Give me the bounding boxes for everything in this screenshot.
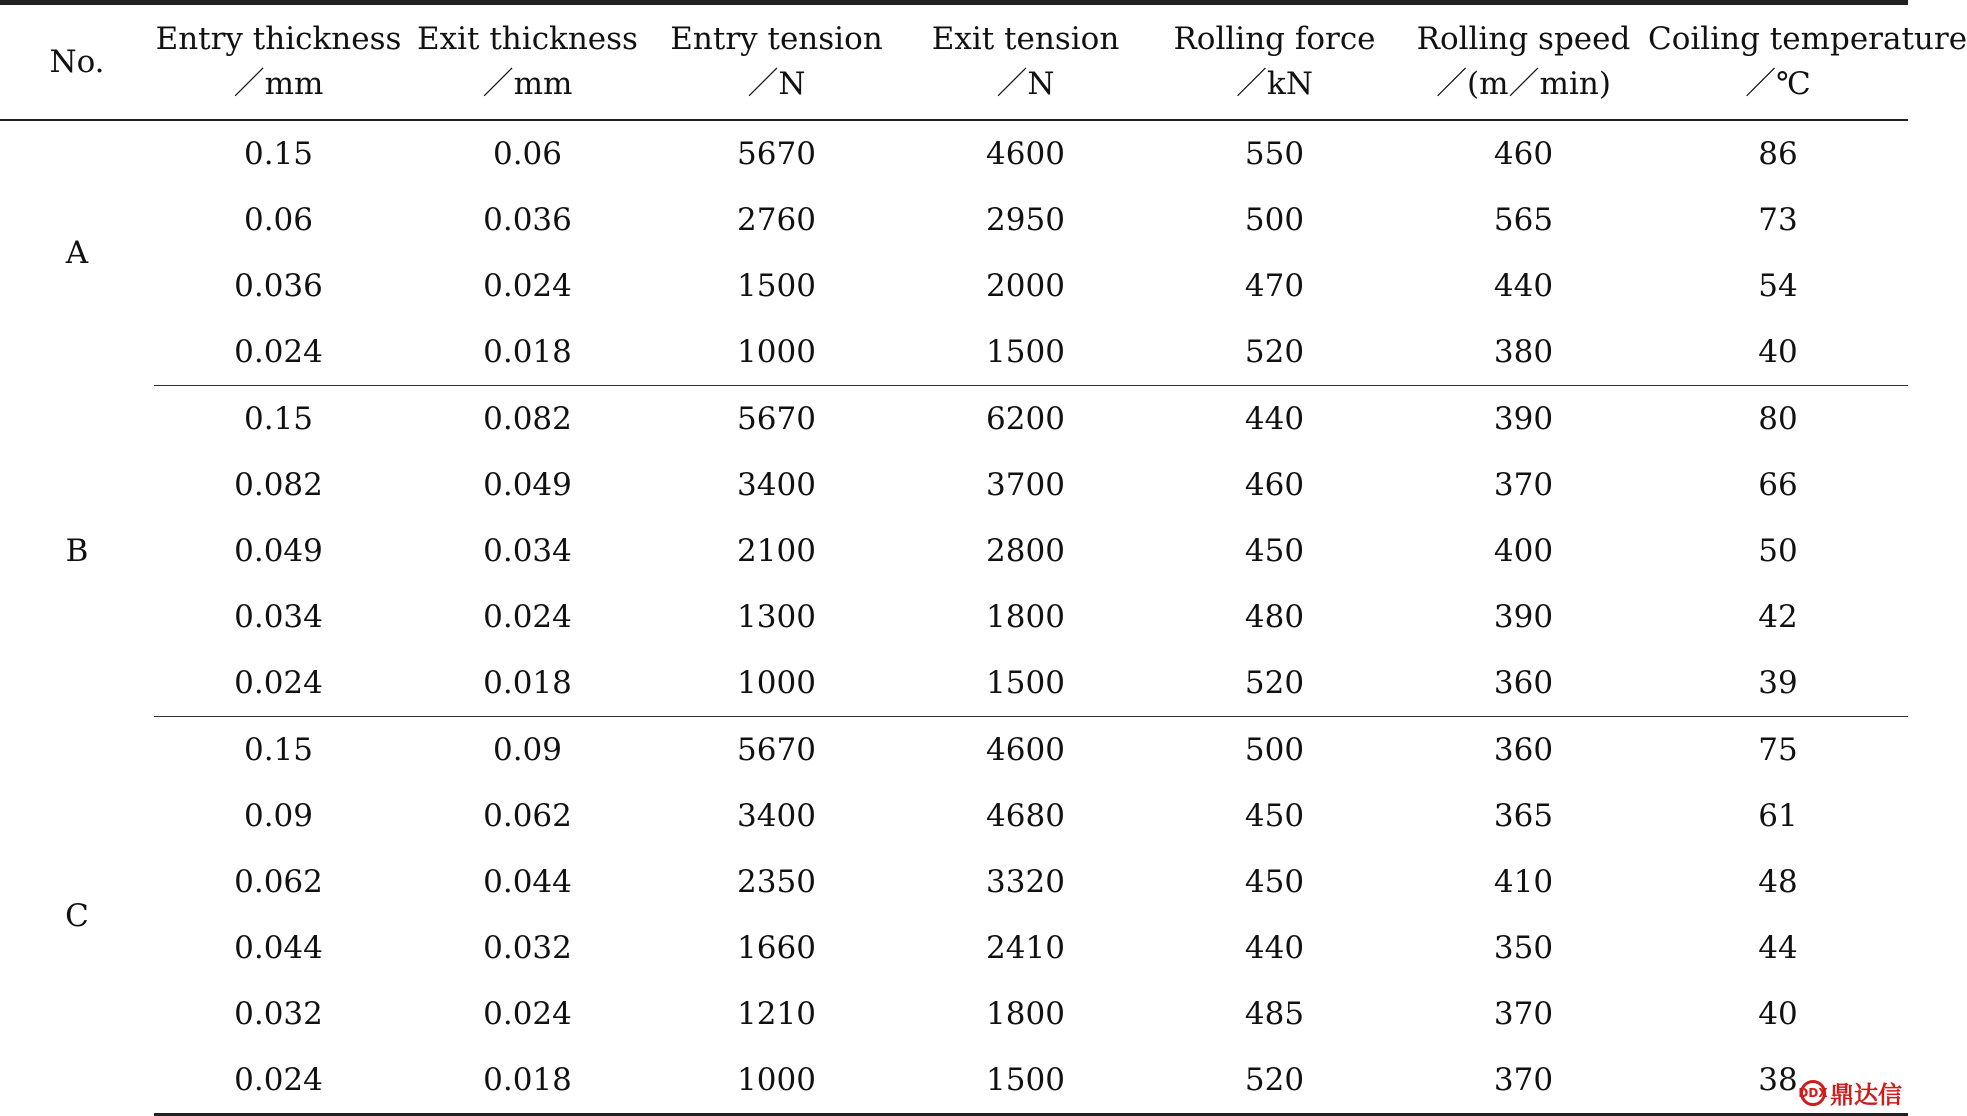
cell-exit-tension: 1800 bbox=[986, 599, 1065, 635]
table-header bbox=[0, 2, 1967, 121]
header-coiling-temperature: Coiling temperature ／℃ bbox=[1648, 4, 1908, 120]
cell-entry-tension: 1000 bbox=[652, 650, 901, 717]
cell-rolling-force: 440 bbox=[1244, 930, 1305, 966]
cell-coiling-temperature: 44 bbox=[1758, 930, 1798, 966]
cell-rolling-speed: 360 bbox=[1399, 650, 1648, 717]
cell-exit-thickness: 0.024 bbox=[483, 996, 572, 1032]
table-row bbox=[0, 783, 1908, 849]
header-entry-tension: Entry tension ／N bbox=[652, 4, 901, 120]
table-row bbox=[0, 849, 1908, 915]
cell-entry-tension: 3400 bbox=[737, 798, 816, 834]
table-row bbox=[0, 1047, 1908, 1115]
cell-entry-tension: 1500 bbox=[737, 268, 816, 304]
cell-rolling-force: 440 bbox=[1244, 401, 1305, 437]
table-row bbox=[0, 518, 1908, 584]
cell-entry-thickness: 0.034 bbox=[234, 599, 323, 635]
cell-exit-tension: 2410 bbox=[986, 930, 1065, 966]
cell-exit-tension: 3700 bbox=[986, 467, 1065, 503]
cell-exit-tension: 2800 bbox=[986, 533, 1065, 569]
cell-entry-thickness: 0.062 bbox=[234, 864, 323, 900]
cell-entry-tension: 1000 bbox=[652, 1047, 901, 1115]
cell-coiling-temperature: 80 bbox=[1758, 401, 1798, 437]
cell-rolling-speed: 370 bbox=[1493, 467, 1554, 503]
cell-entry-thickness: 0.024 bbox=[154, 1047, 403, 1115]
table-row bbox=[0, 319, 1908, 386]
cell-exit-thickness: 0.049 bbox=[483, 467, 572, 503]
cell-coiling-temperature: 38 bbox=[1648, 1047, 1908, 1115]
cell-coiling-temperature: 73 bbox=[1758, 202, 1798, 238]
cell-entry-tension: 2760 bbox=[737, 202, 816, 238]
watermark-logo-icon: DDX bbox=[1800, 1080, 1826, 1106]
cell-rolling-speed: 565 bbox=[1493, 202, 1554, 238]
cell-entry-tension: 1210 bbox=[737, 996, 816, 1032]
cell-rolling-force: 500 bbox=[1244, 732, 1305, 768]
header-row bbox=[0, 4, 1908, 120]
watermark-text: 鼎达信 bbox=[1830, 1081, 1902, 1109]
cell-entry-tension: 1660 bbox=[737, 930, 816, 966]
cell-rolling-speed: 460 bbox=[1493, 136, 1554, 172]
table-row bbox=[0, 386, 1908, 453]
cell-rolling-force: 520 bbox=[1150, 650, 1399, 717]
cell-exit-thickness: 0.018 bbox=[403, 1047, 652, 1115]
cell-coiling-temperature: 54 bbox=[1758, 268, 1798, 304]
cell-exit-tension: 4600 bbox=[986, 732, 1065, 768]
cell-entry-thickness: 0.024 bbox=[154, 650, 403, 717]
table-body bbox=[0, 120, 1908, 1115]
cell-entry-thickness: 0.082 bbox=[234, 467, 323, 503]
cell-exit-tension: 4600 bbox=[986, 136, 1065, 172]
header-entry-thickness: Entry thickness ／mm bbox=[154, 4, 403, 120]
cell-entry-thickness: 0.09 bbox=[243, 798, 314, 834]
cell-rolling-speed: 350 bbox=[1493, 930, 1554, 966]
cell-rolling-speed: 370 bbox=[1399, 1047, 1648, 1115]
table-row bbox=[0, 452, 1908, 518]
cell-exit-thickness: 0.062 bbox=[483, 798, 572, 834]
cell-exit-thickness: 0.09 bbox=[492, 732, 563, 768]
table-row bbox=[0, 650, 1908, 717]
cell-entry-tension: 2350 bbox=[737, 864, 816, 900]
cell-coiling-temperature: 40 bbox=[1648, 319, 1908, 386]
cell-entry-thickness: 0.036 bbox=[234, 268, 323, 304]
cell-exit-thickness: 0.018 bbox=[403, 650, 652, 717]
cell-exit-tension: 2000 bbox=[986, 268, 1065, 304]
cell-exit-tension: 1800 bbox=[986, 996, 1065, 1032]
table-row bbox=[0, 717, 1908, 784]
cell-entry-tension: 5670 bbox=[737, 732, 816, 768]
cell-exit-tension: 1500 bbox=[901, 319, 1150, 386]
cell-entry-thickness: 0.032 bbox=[234, 996, 323, 1032]
cell-rolling-force: 520 bbox=[1150, 1047, 1399, 1115]
cell-entry-tension: 1000 bbox=[652, 319, 901, 386]
cell-coiling-temperature: 42 bbox=[1758, 599, 1798, 635]
cell-exit-thickness: 0.034 bbox=[483, 533, 572, 569]
cell-exit-thickness: 0.024 bbox=[483, 599, 572, 635]
group-label: B bbox=[65, 533, 89, 569]
cell-rolling-force: 470 bbox=[1244, 268, 1305, 304]
cell-exit-thickness: 0.024 bbox=[483, 268, 572, 304]
cell-entry-thickness: 0.06 bbox=[243, 202, 314, 238]
cell-entry-thickness: 0.15 bbox=[243, 136, 314, 172]
cell-entry-thickness: 0.15 bbox=[243, 732, 314, 768]
table-row bbox=[0, 584, 1908, 650]
cell-entry-tension: 2100 bbox=[737, 533, 816, 569]
cell-rolling-speed: 440 bbox=[1493, 268, 1554, 304]
cell-coiling-temperature: 61 bbox=[1758, 798, 1798, 834]
table-row bbox=[0, 981, 1908, 1047]
table-row bbox=[0, 120, 1908, 187]
watermark bbox=[1800, 1075, 1902, 1110]
cell-coiling-temperature: 48 bbox=[1758, 864, 1798, 900]
cell-rolling-speed: 410 bbox=[1493, 864, 1554, 900]
cell-rolling-speed: 390 bbox=[1493, 599, 1554, 635]
header-exit-thickness: Exit thickness ／mm bbox=[403, 4, 652, 120]
cell-coiling-temperature: 39 bbox=[1648, 650, 1908, 717]
cell-exit-thickness: 0.018 bbox=[403, 319, 652, 386]
cell-rolling-force: 550 bbox=[1244, 136, 1305, 172]
cell-coiling-temperature: 40 bbox=[1758, 996, 1798, 1032]
cell-rolling-force: 485 bbox=[1244, 996, 1305, 1032]
cell-entry-thickness: 0.049 bbox=[234, 533, 323, 569]
cell-rolling-speed: 400 bbox=[1493, 533, 1554, 569]
cell-rolling-force: 500 bbox=[1244, 202, 1305, 238]
cell-entry-tension: 3400 bbox=[737, 467, 816, 503]
header-exit-tension: Exit tension ／N bbox=[901, 4, 1150, 120]
cell-rolling-force: 480 bbox=[1244, 599, 1305, 635]
table-row bbox=[0, 187, 1908, 253]
header-rolling-speed: Rolling speed ／(m／min) bbox=[1399, 4, 1648, 120]
group-label: C bbox=[65, 897, 89, 934]
cell-exit-tension: 1500 bbox=[901, 1047, 1150, 1115]
cell-exit-tension: 3320 bbox=[986, 864, 1065, 900]
cell-exit-tension: 4680 bbox=[986, 798, 1065, 834]
table-row bbox=[0, 253, 1908, 319]
cell-rolling-speed: 380 bbox=[1399, 319, 1648, 386]
cell-entry-tension: 5670 bbox=[737, 136, 816, 172]
cell-exit-thickness: 0.06 bbox=[492, 136, 563, 172]
cell-exit-tension: 2950 bbox=[986, 202, 1065, 238]
cell-entry-thickness: 0.024 bbox=[154, 319, 403, 386]
table-row bbox=[0, 915, 1908, 981]
cell-rolling-speed: 365 bbox=[1493, 798, 1554, 834]
cell-coiling-temperature: 86 bbox=[1758, 136, 1798, 172]
cell-exit-tension: 1500 bbox=[901, 650, 1150, 717]
cell-entry-tension: 1300 bbox=[737, 599, 816, 635]
header-no: No. bbox=[0, 4, 154, 120]
cell-rolling-speed: 390 bbox=[1493, 401, 1554, 437]
cell-rolling-force: 450 bbox=[1244, 798, 1305, 834]
group-label: A bbox=[65, 235, 89, 272]
cell-exit-thickness: 0.036 bbox=[483, 202, 572, 238]
cell-coiling-temperature: 66 bbox=[1758, 467, 1798, 503]
cell-rolling-speed: 360 bbox=[1493, 732, 1554, 768]
cell-rolling-force: 520 bbox=[1150, 319, 1399, 386]
cell-exit-tension: 6200 bbox=[986, 401, 1065, 437]
cell-exit-thickness: 0.032 bbox=[483, 930, 572, 966]
cell-rolling-force: 460 bbox=[1244, 467, 1305, 503]
cell-rolling-force: 450 bbox=[1244, 533, 1305, 569]
cell-rolling-speed: 370 bbox=[1493, 996, 1554, 1032]
cell-exit-thickness: 0.082 bbox=[483, 401, 572, 437]
cell-entry-thickness: 0.044 bbox=[234, 930, 323, 966]
cell-exit-thickness: 0.044 bbox=[483, 864, 572, 900]
cell-rolling-force: 450 bbox=[1244, 864, 1305, 900]
cell-coiling-temperature: 50 bbox=[1758, 533, 1798, 569]
header-rolling-force: Rolling force ／kN bbox=[1150, 4, 1399, 120]
cell-entry-tension: 5670 bbox=[737, 401, 816, 437]
cell-coiling-temperature: 75 bbox=[1758, 732, 1798, 768]
cell-entry-thickness: 0.15 bbox=[243, 401, 314, 437]
